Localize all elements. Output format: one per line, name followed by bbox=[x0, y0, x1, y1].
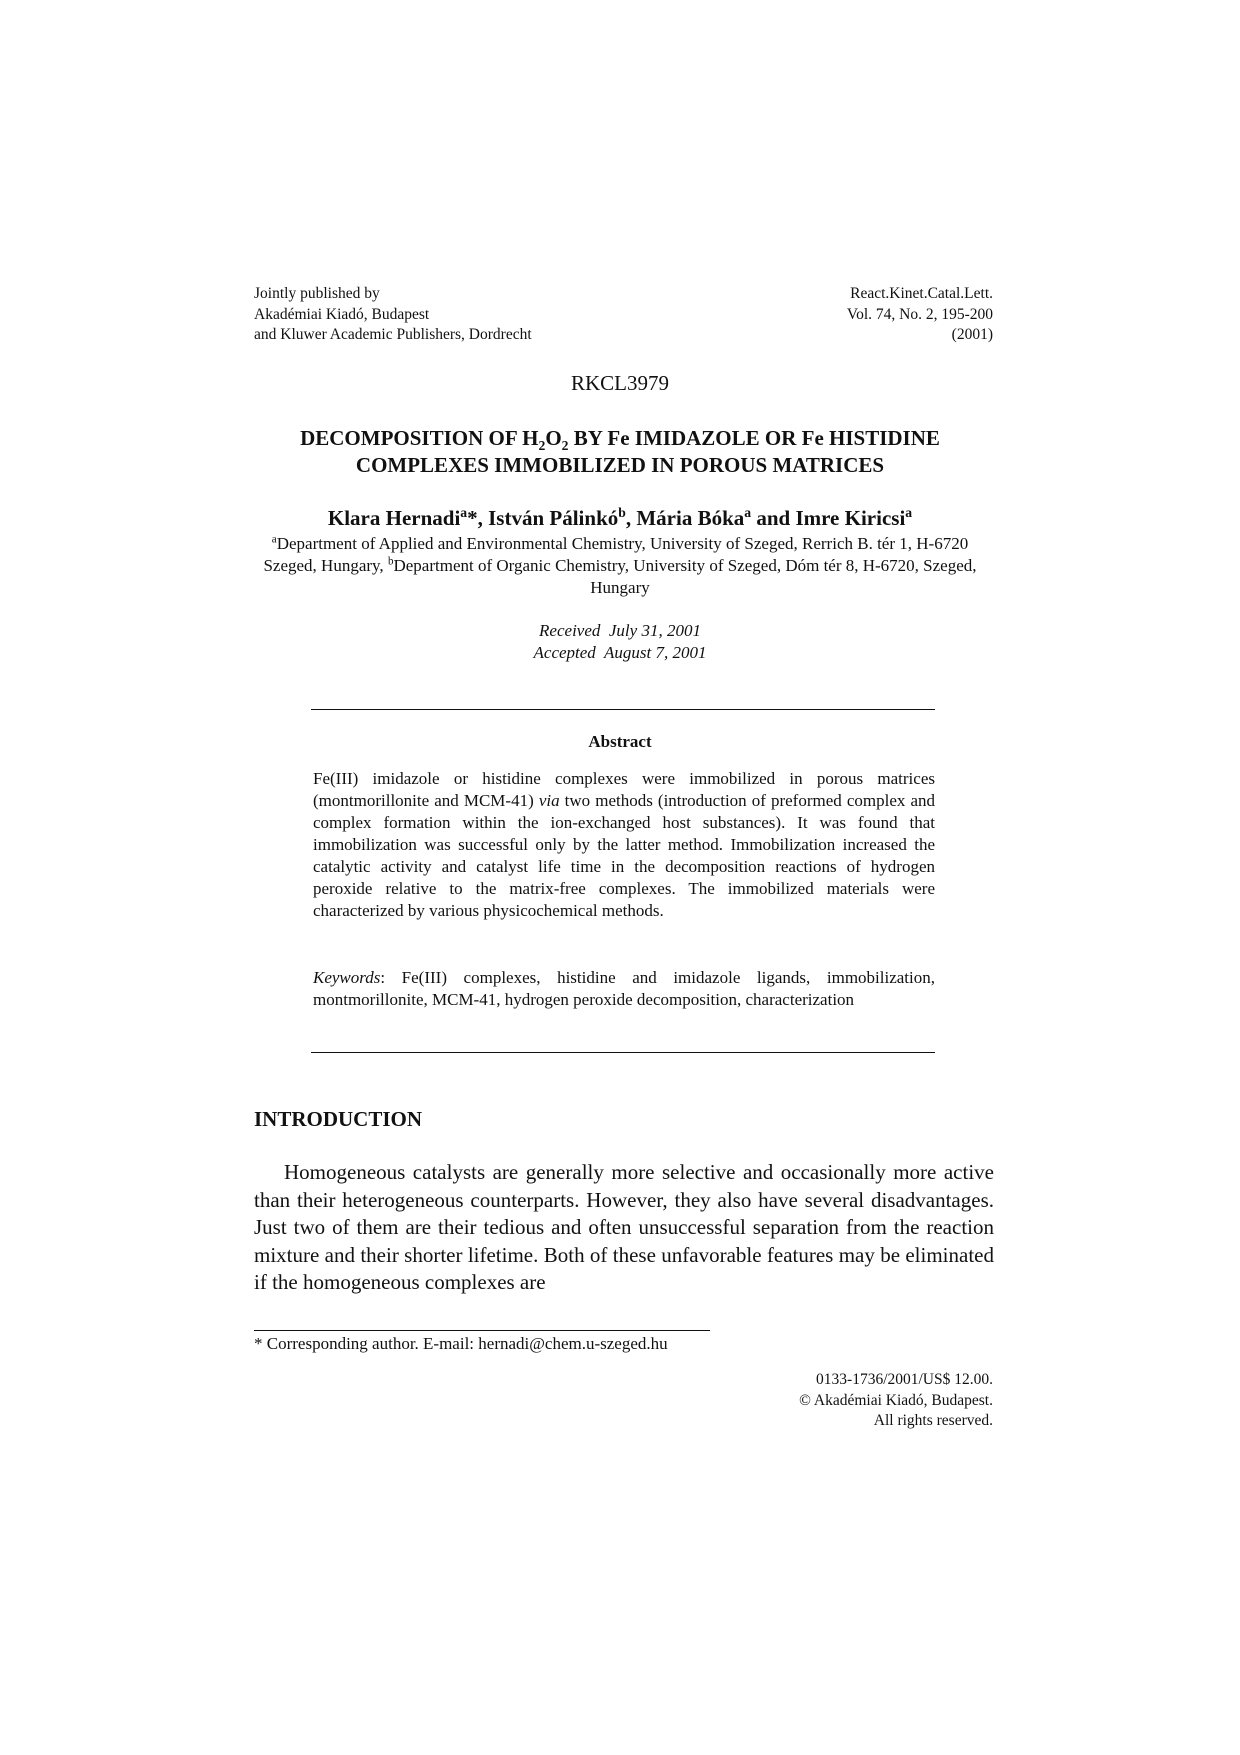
author: István Pálinkó$^b$, bbox=[488, 505, 637, 530]
publisher-line: Jointly published by bbox=[254, 285, 380, 302]
accepted-date: Accepted August 7, 2001 bbox=[533, 643, 707, 662]
journal-info bbox=[847, 284, 993, 346]
copyright-line: All rights reserved. bbox=[873, 1412, 993, 1429]
received-date: Received July 31, 2001 bbox=[539, 621, 701, 640]
journal-line: (2001) bbox=[951, 326, 993, 343]
author-list bbox=[0, 506, 1240, 531]
publisher-info bbox=[254, 284, 532, 346]
abstract-top-rule bbox=[311, 709, 935, 710]
introduction-heading: INTRODUCTION bbox=[254, 1107, 423, 1131]
introduction-paragraph: Homogeneous catalysts are generally more selective and occasionally more active than their heterogeneous counterparts. However, they also have several disadvantages. Just two of them are their tedious and often unsuccessful separation from the reaction mixture and their shorter lifetime. Both of these unfavorable features may be eliminated if the homogeneous complexes are bbox=[254, 1160, 994, 1294]
publisher-line: and Kluwer Academic Publishers, Dordrecht bbox=[254, 326, 532, 343]
footnote-rule bbox=[254, 1330, 710, 1331]
abstract-text: Fe(III) imidazole or histidine complexes were immobilized in porous matrices (montmorillonite and MCM-41) via two methods (introduction of preformed complex and complex formation within the ion-exchanged host substances). It was found that immobilization was successful only by the latter method. Immobilization increased the catalytic activity and catalyst life time in the decomposition reactions of hydrogen peroxide relative to the matrix-free complexes. The immobilized materials were characterized by various physicochemical methods. bbox=[313, 769, 935, 920]
author: Klara Hernadi$^a$*, bbox=[327, 505, 489, 530]
copyright-line: 0133-1736/2001/US$ 12.00. bbox=[816, 1371, 993, 1388]
abstract-bottom-rule bbox=[311, 1052, 935, 1053]
affiliations: $^a$Department of Applied and Environmental Chemistry, University of Szeged, Rerrich B. tér 1, H-6720 Szeged, Hungary, $^b$Department of Organic Chemistry, University of Szeged, Dóm tér 8, H-6720, Szeged, Hungary bbox=[263, 533, 977, 597]
author: Mária Bóka$^a$ and bbox=[636, 505, 796, 530]
journal-line: Vol. 74, No. 2, 195-200 bbox=[846, 305, 993, 323]
article-code: RKCL3979 bbox=[570, 371, 669, 395]
copyright-notice bbox=[799, 1370, 993, 1432]
title-line-1: DECOMPOSITION OF $H_2O_2$ BY Fe IMIDAZOLE OR Fe HISTIDINE bbox=[300, 426, 940, 454]
paper-title bbox=[0, 425, 1240, 479]
publisher-line: Akadémiai Kiadó, Budapest bbox=[254, 305, 430, 323]
abstract-heading: Abstract bbox=[588, 732, 652, 751]
journal-line: React.Kinet.Catal.Lett. bbox=[850, 285, 993, 302]
title-line-2: COMPLEXES IMMOBILIZED IN POROUS MATRICES bbox=[355, 453, 885, 477]
corresponding-author-footnote: * Corresponding author. E-mail: hernadi@chem.u-szeged.hu bbox=[254, 1334, 668, 1353]
keywords: Keywords: Fe(III) complexes, histidine and imidazole ligands, immobilization, montmorillonite, MCM-41, hydrogen peroxide decomposition, characterization bbox=[313, 968, 935, 1009]
submission-dates bbox=[0, 620, 1240, 664]
author: Imre Kiricsi$^a$ bbox=[795, 505, 913, 530]
copyright-line: © Akadémiai Kiadó, Budapest. bbox=[799, 1391, 993, 1409]
